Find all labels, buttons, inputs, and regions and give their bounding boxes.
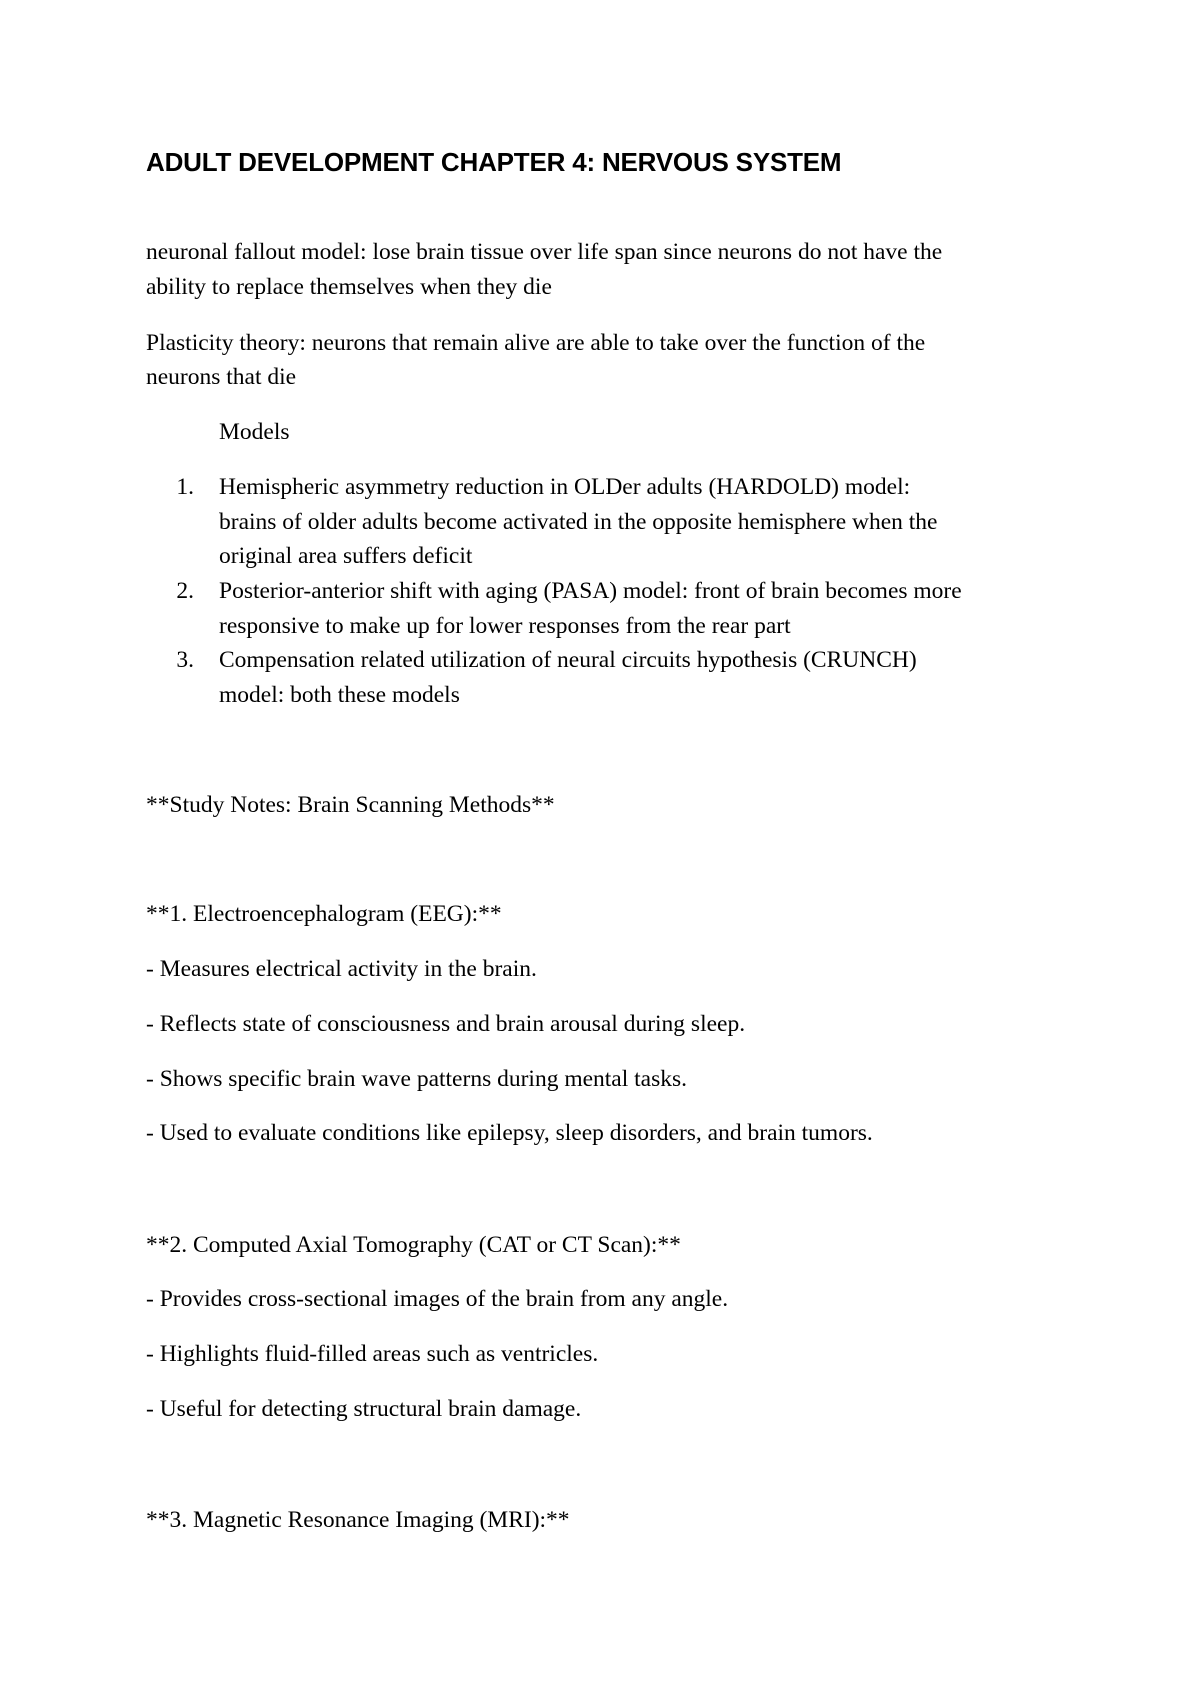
neuronal-fallout-line-1: neuronal fallout model: lose brain tissue over life span since neurons do not have the xyxy=(146,239,943,265)
ct-bullet-1: - Provides cross-sectional images of the brain from any angle. xyxy=(146,1286,729,1312)
ct-bullet-3: - Useful for detecting structural brain damage. xyxy=(146,1396,582,1422)
model-1-number: 1. xyxy=(176,474,194,500)
models-heading: Models xyxy=(219,419,290,445)
plasticity-theory-line-2: neurons that die xyxy=(146,364,297,390)
model-2-line-2: responsive to make up for lower responses from the rear part xyxy=(219,613,791,639)
neuronal-fallout-line-2: ability to replace themselves when they die xyxy=(146,274,552,300)
eeg-bullet-1: - Measures electrical activity in the brain. xyxy=(146,956,537,982)
ct-bullet-2: - Highlights fluid-filled areas such as ventricles. xyxy=(146,1341,599,1367)
model-3-line-1: Compensation related utilization of neural circuits hypothesis (CRUNCH) xyxy=(219,647,917,673)
eeg-bullet-3: - Shows specific brain wave patterns during mental tasks. xyxy=(146,1066,688,1092)
model-2-number: 2. xyxy=(176,578,194,604)
model-2-line-1: Posterior-anterior shift with aging (PASA) model: front of brain becomes more xyxy=(219,578,962,604)
eeg-heading: **1. Electroencephalogram (EEG):** xyxy=(146,901,502,927)
model-1-line-3: original area suffers deficit xyxy=(219,543,473,569)
model-3-line-2: model: both these models xyxy=(219,682,460,708)
model-1-line-2: brains of older adults become activated in the opposite hemisphere when the xyxy=(219,509,938,535)
plasticity-theory-line-1: Plasticity theory: neurons that remain alive are able to take over the function of the xyxy=(146,330,926,356)
model-3-number: 3. xyxy=(176,647,194,673)
eeg-bullet-4: - Used to evaluate conditions like epilepsy, sleep disorders, and brain tumors. xyxy=(146,1120,873,1146)
ct-heading: **2. Computed Axial Tomography (CAT or CT Scan):** xyxy=(146,1232,681,1258)
model-1-line-1: Hemispheric asymmetry reduction in OLDer adults (HARDOLD) model: xyxy=(219,474,911,500)
document-title: ADULT DEVELOPMENT CHAPTER 4: NERVOUS SYSTEM xyxy=(146,147,842,177)
eeg-bullet-2: - Reflects state of consciousness and brain arousal during sleep. xyxy=(146,1011,746,1037)
study-notes-heading: **Study Notes: Brain Scanning Methods** xyxy=(146,792,555,818)
mri-heading: **3. Magnetic Resonance Imaging (MRI):** xyxy=(146,1507,570,1533)
